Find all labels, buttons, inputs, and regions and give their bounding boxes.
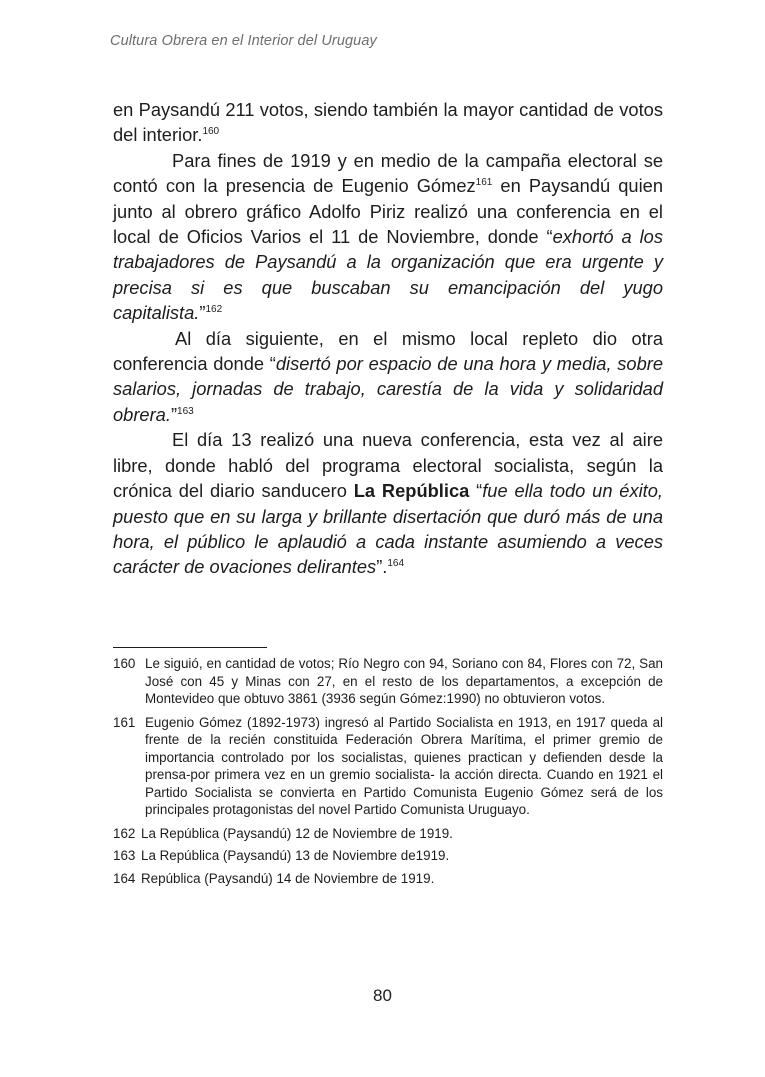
footnote (113, 847, 663, 865)
footnote-ref: 162 (205, 304, 223, 316)
footnote (113, 870, 663, 888)
footnote (113, 714, 663, 819)
paragraph-text: ”. (376, 556, 388, 578)
paragraph-text: en Paysandú quien junto al obrero gráfico Adolfo Piriz realizó una conferencia en el local de Oficios Varios el 11 de Noviembre, donde “ (113, 175, 663, 248)
paragraph-text: en Paysandú 211 votos, siendo también la mayor cantidad de votos del interior. (113, 99, 663, 146)
paragraph-2 (113, 148, 663, 326)
newspaper-name: La República (353, 480, 470, 502)
paragraph-text: ” (199, 302, 206, 324)
paragraph-text: ” (170, 403, 178, 425)
footnote-text: República (Paysandú) 14 de Noviembre de 1919. (141, 870, 435, 886)
footnote-ref: 160 (202, 126, 220, 138)
footnote-number: 163 (113, 848, 136, 863)
footnote-number: 162 (113, 825, 136, 841)
main-text (113, 97, 663, 580)
quotation: exhortó a los trabajadores de Paysandú a la organización que era urgente y precisa si es que buscaban su emancipación del yugo capitalista. (113, 226, 663, 324)
footnote-number: 164 (113, 870, 136, 886)
paragraph-4 (113, 427, 663, 579)
footnotes (113, 655, 663, 892)
page-number: 80 (373, 986, 392, 1005)
footnote-text: La República (Paysandú) 13 de Noviembre de1919. (141, 848, 450, 863)
footnote-separator (113, 647, 267, 648)
footnote-ref: 164 (387, 558, 405, 570)
running-header: Cultura Obrera en el Interior del Uruguay (110, 33, 377, 49)
footnote-ref: 163 (177, 405, 194, 417)
paragraph-text: El día 13 realizó una nueva conferencia, esta vez al aire libre, donde habló del programa electoral socialista, según la crónica del diario sanducero (113, 429, 663, 502)
quotation: fue ella todo un éxito, puesto que en su larga y brillante disertación que duró más de una hora, el público le aplaudió a cada instante asumiendo a veces carácter de ovaciones delirantes (113, 480, 664, 578)
footnote-text: Le siguió, en cantidad de votos; Río Negro con 94, Soriano con 84, Flores con 72, San José con 45 y Minas con 27, en el resto de los departamentos, a excepción de Montevideo que obtuvo 3861 (3936 según Gómez:1990) no obtuvieron votos. (145, 656, 663, 706)
footnote (113, 655, 663, 708)
paragraph-text: Al día siguiente, en el mismo local repleto dio otra conferencia donde “ (113, 327, 663, 375)
paragraph-text: “ (469, 480, 483, 502)
footnote-number: 160 (113, 656, 136, 671)
paragraph-1 (113, 97, 663, 148)
quotation: disertó por espacio de una hora y media, sobre salarios, jornadas de trabajo, carestía de la vida y solidaridad obrera. (113, 353, 663, 425)
paragraph-3 (113, 326, 663, 428)
footnote-text: Eugenio Gómez (1892-1973) ingresó al Partido Socialista en 1913, en 1917 queda al frente de la recién constituida Federación Obrera Marítima, el primer gremio de importancia controlado por los socialistas, quienes practican y defienden desde la prensa-por primera vez en un gremio socialista- la acción directa. Cuando en 1921 el Partido Socialista se convierta en Partido Comunista Eugenio Gómez será de los principales protagonistas del novel Partido Comunista Uruguayo. (145, 714, 663, 817)
footnote (113, 825, 663, 843)
footnote-number: 161 (113, 714, 136, 730)
footnote-text: La República (Paysandú) 12 de Noviembre de 1919. (141, 825, 453, 841)
paragraph-text: Para fines de 1919 y en medio de la campaña electoral se contó con la presencia de Eugenio Gómez (113, 149, 663, 197)
footnote-ref: 161 (475, 177, 493, 189)
